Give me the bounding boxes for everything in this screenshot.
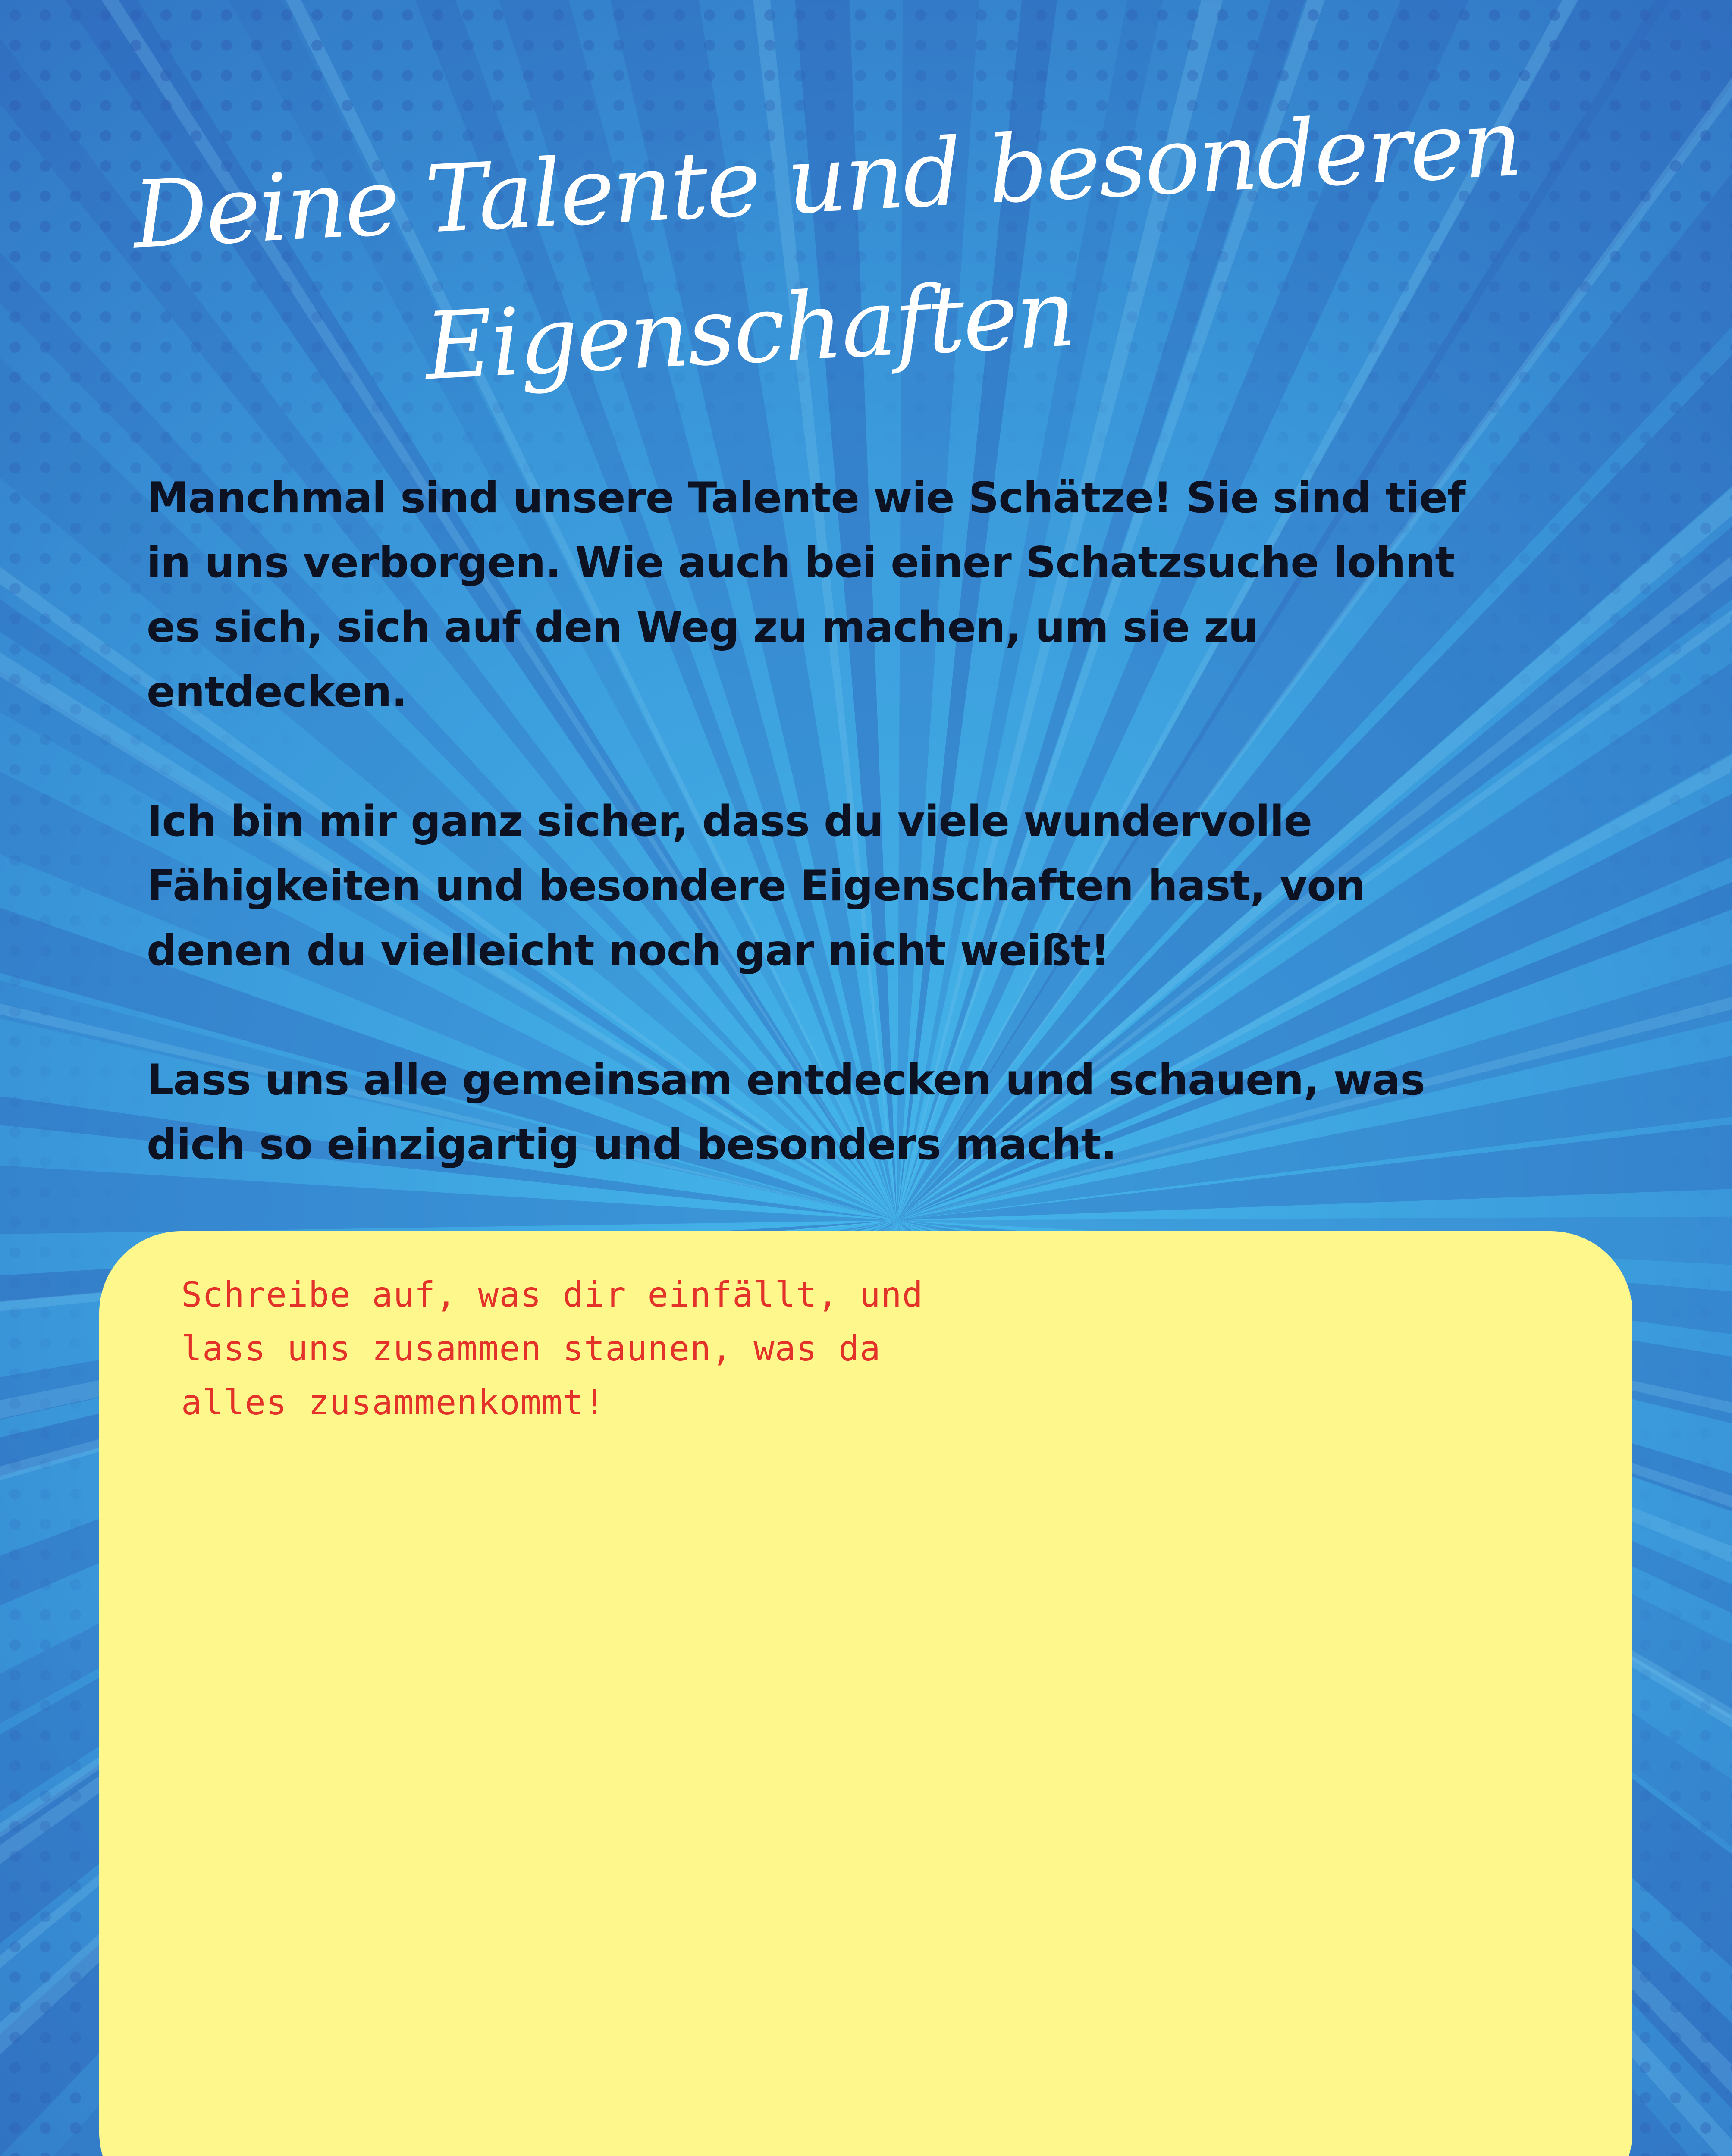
intro-paragraph-2: Ich bin mir ganz sicher, dass du viele wundervolle Fähigkeiten und besondere Eigenschaften hast, von denen du vielleicht noch gar nicht weißt! bbox=[147, 797, 1365, 975]
page-title-line-2: Eigenschaften bbox=[422, 259, 1077, 401]
intro-paragraph-3: Lass uns alle gemeinsam entdecken und schauen, was dich so einzigartig und besonders macht. bbox=[147, 1056, 1425, 1169]
page-title bbox=[129, 81, 1524, 435]
note-prompt: Schreibe auf, was dir einfällt, und lass uns zusammen staunen, was da alles zusammenkommt! bbox=[181, 1275, 923, 1423]
answer-note-box bbox=[99, 1231, 1632, 2156]
answer-writing-area[interactable] bbox=[181, 1438, 1548, 2156]
intro-text bbox=[147, 466, 1484, 1242]
page-title-line-1: Deine Talente und besonderen bbox=[130, 88, 1524, 270]
intro-paragraph-1: Manchmal sind unsere Talente wie Schätze! Sie sind tief in uns verborgen. Wie auch bei einer Schatzsuche lohnt es sich, sich auf den Weg zu machen, um sie zu entdecken. bbox=[147, 473, 1465, 717]
